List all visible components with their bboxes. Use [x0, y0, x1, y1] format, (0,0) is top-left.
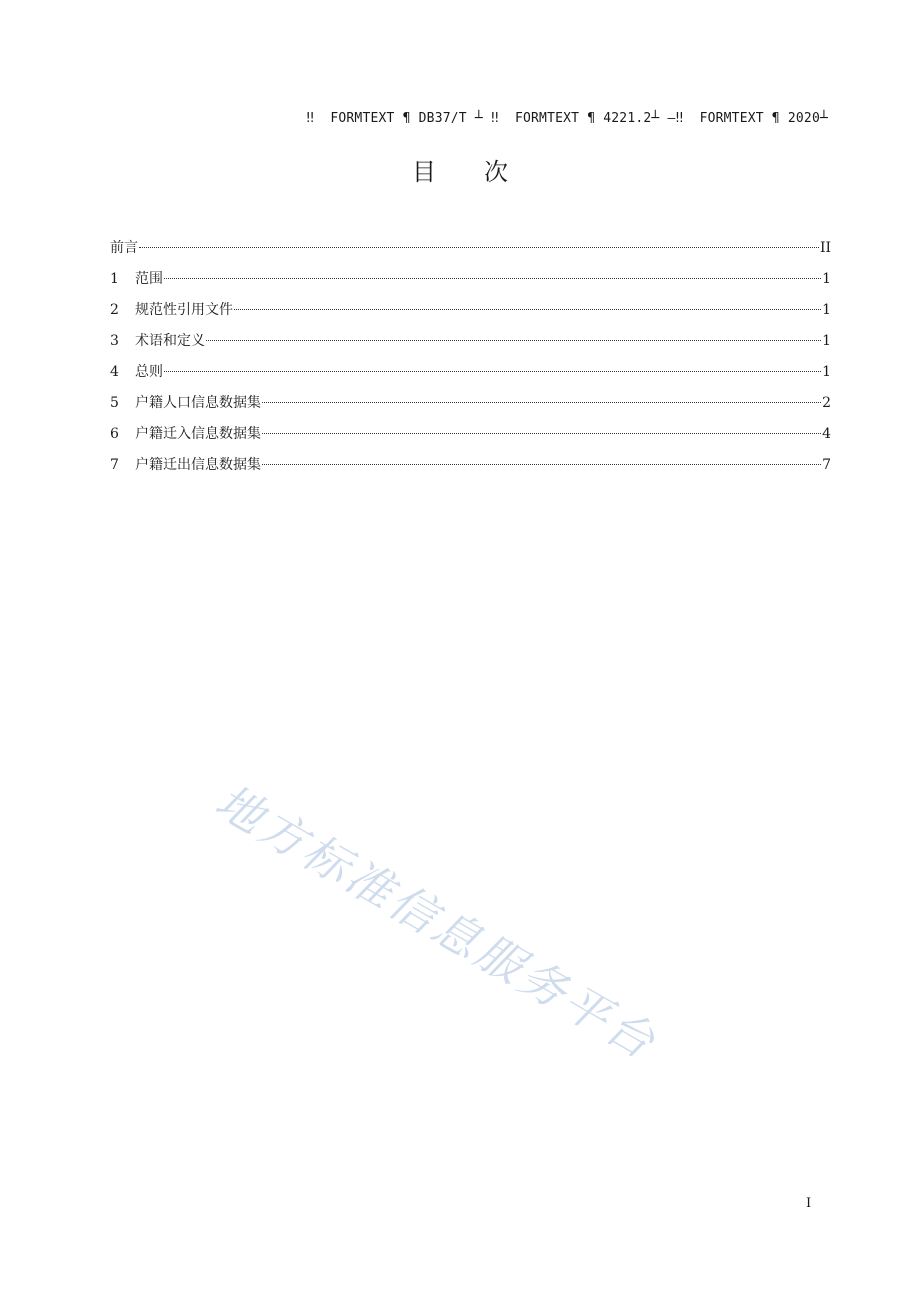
toc-leader-dots [262, 433, 821, 434]
title-char-1: 目 [412, 158, 436, 186]
toc-entry-page: 7 [822, 457, 831, 473]
toc-entry-number: 1 [110, 271, 119, 287]
toc-entry-page: 1 [822, 364, 831, 380]
page-title [0, 152, 920, 187]
toc-entry-1[interactable] [110, 269, 831, 300]
toc-entry-number: 4 [110, 364, 119, 380]
toc-entry-7[interactable] [110, 455, 831, 486]
toc-leader-dots [262, 464, 821, 465]
watermark: 地方标准信息服务平台 [206, 773, 667, 1071]
toc-entry-label: 前言 [110, 240, 138, 256]
toc-entry-number: 6 [110, 426, 119, 442]
toc-leader-dots [139, 247, 819, 248]
toc-entry-4[interactable] [110, 362, 831, 393]
toc-entry-number: 7 [110, 457, 119, 473]
toc-entry-page: 2 [822, 395, 831, 411]
toc-entry-3[interactable] [110, 331, 831, 362]
page-number: I [806, 1196, 812, 1211]
table-of-contents [110, 238, 831, 486]
toc-leader-dots [206, 340, 821, 341]
toc-entry-5[interactable] [110, 393, 831, 424]
toc-entry-page: 1 [822, 271, 831, 287]
toc-leader-dots [164, 278, 821, 279]
toc-entry-label: 范围 [135, 271, 163, 287]
toc-entry-label: 术语和定义 [135, 333, 205, 349]
toc-entry-label: 总则 [135, 364, 163, 380]
toc-entry-label: 户籍迁入信息数据集 [135, 426, 261, 442]
toc-entry-foreword[interactable] [110, 238, 831, 269]
toc-entry-label: 户籍人口信息数据集 [135, 395, 261, 411]
toc-entry-2[interactable] [110, 300, 831, 331]
document-code-header: ‼ FORMTEXT ¶ DB37/T ┴ ‼ FORMTEXT ¶ 4221.2┴ —‼ FORMTEXT ¶ 2020┴ [306, 111, 828, 126]
toc-leader-dots [164, 371, 821, 372]
title-char-2: 次 [484, 158, 508, 186]
toc-entry-label: 规范性引用文件 [135, 302, 233, 318]
toc-entry-number: 5 [110, 395, 119, 411]
toc-entry-label: 户籍迁出信息数据集 [135, 457, 261, 473]
toc-entry-6[interactable] [110, 424, 831, 455]
toc-leader-dots [234, 309, 821, 310]
toc-entry-page: 4 [822, 426, 831, 442]
toc-entry-number: 3 [110, 333, 119, 349]
toc-entry-page: II [819, 240, 831, 256]
toc-leader-dots [262, 402, 821, 403]
toc-entry-number: 2 [110, 302, 119, 318]
toc-entry-page: 1 [822, 302, 831, 318]
toc-entry-page: 1 [822, 333, 831, 349]
